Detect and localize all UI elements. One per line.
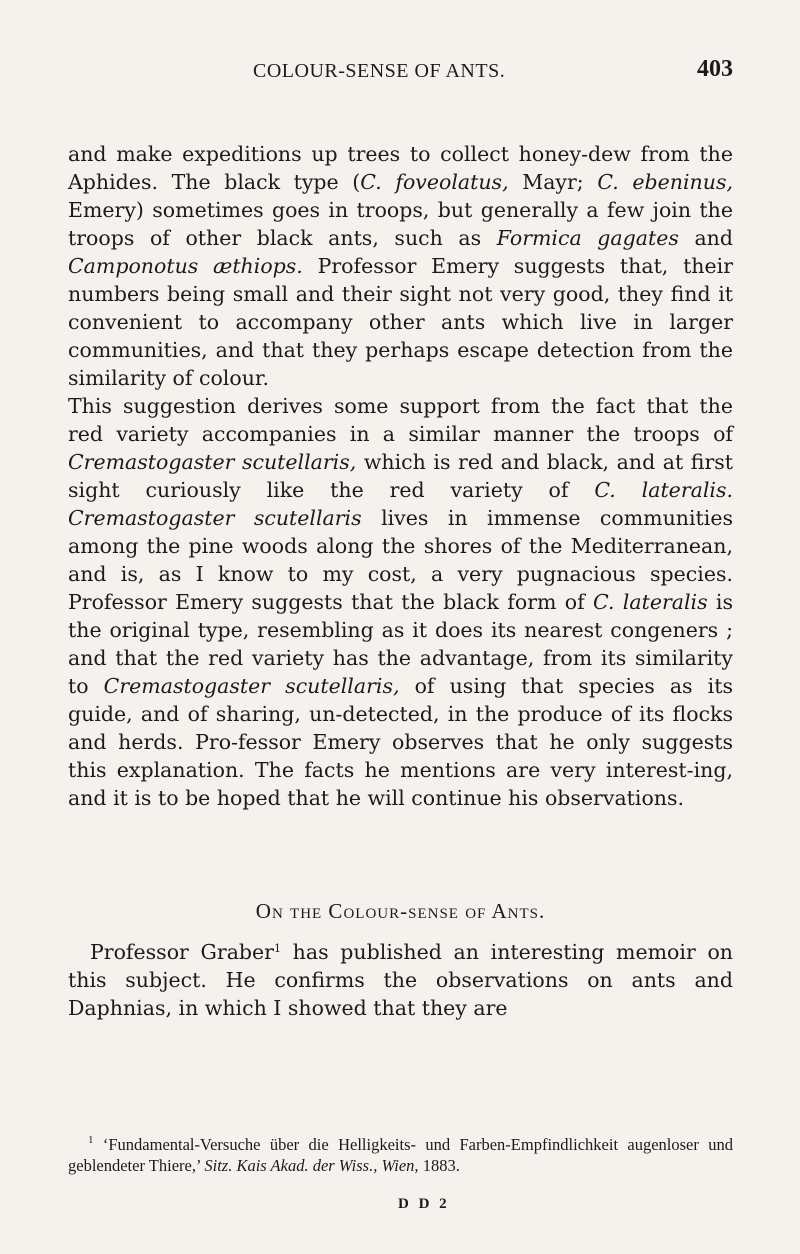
section-heading: On the Colour-sense of Ants. xyxy=(255,899,546,923)
signature-mark: D D 2 xyxy=(398,1196,450,1212)
paragraph-1: and make expeditions up trees to collect honey-dew from the Aphides. The black type (C. foveolatus, Mayr; C. ebeninus, Emery) sometimes goes in troops, but generally a few join the troops of other black ants, such as Formica gagates and Camponotus æthiops. Professor Emery suggests that, their numbers being small and their sight not very good, they find it convenient to accompany other ants which live in larger communities, and that they perhaps escape detection from the similarity of colour. xyxy=(68,142,733,390)
running-head: COLOUR-SENSE OF ANTS. xyxy=(253,60,506,82)
section-text xyxy=(68,938,733,1022)
paragraph-3: Professor Graber$^1$ has published an interesting memoir on this subject. He confirms the observations on ants and Daphnias, in which I showed that they are xyxy=(68,940,733,1020)
footnote: $^1$ ‘Fundamental-Versuche über die Helligkeits- und Farben-Empfindlichkeit augenloser und geblendeter Thiere,’ Sitz. Kais Akad. der Wiss., Wien, 1883. xyxy=(68,1134,733,1175)
footnote-number: 1 xyxy=(88,1134,94,1146)
footnote-marker: 1 xyxy=(273,942,281,955)
body-text xyxy=(68,140,733,812)
paragraph-2: This suggestion derives some support from the fact that the red variety accompanies in a similar manner the troops of Cremastogaster scutellaris, which is red and black, and at first sight curiously like the red variety of C. lateralis. Cremastogaster scutellaris lives in immense communities among the pine woods along the shores of the Mediterranean, and is, as I know to my cost, a very pugnacious species. Professor Emery suggests that the black form of C. lateralis is the original type, resembling as it does its nearest congeners ; and that the red variety has the advantage, from its similarity to Cremastogaster scutellaris, of using that species as its guide, and of sharing, un-detected, in the produce of its flocks and herds. Pro-fessor Emery observes that he only suggests this explanation. The facts he mentions are very interest-ing, and it is to be hoped that he will continue his observations. xyxy=(68,394,734,810)
page-header xyxy=(68,56,733,100)
page-number: 403 xyxy=(697,56,733,82)
